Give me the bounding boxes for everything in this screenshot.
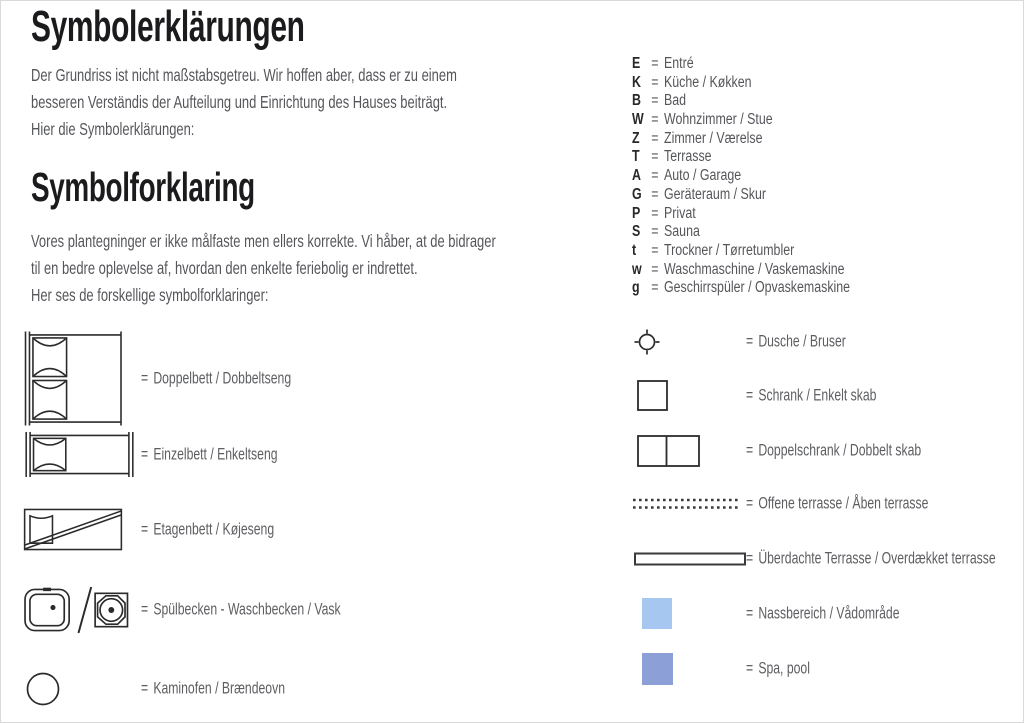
equals-sign: = [651, 167, 659, 185]
legend-label [141, 520, 274, 539]
single-bed-icon [23, 432, 136, 477]
room-code-row [632, 279, 850, 298]
double-bed-icon [23, 331, 126, 426]
room-code-letter: Z [632, 129, 640, 147]
legend-label-text: Doppelschrank / Dobbelt skab [758, 441, 922, 460]
legend-row-spa-pool [631, 653, 1024, 685]
room-code-row [632, 242, 850, 261]
room-code-row [632, 261, 850, 280]
equals-sign: = [746, 494, 754, 513]
legend-label [746, 604, 899, 623]
room-code-letter: g [632, 279, 640, 297]
legend-label [746, 660, 810, 679]
spa-pool-icon [642, 653, 673, 685]
equals-sign: = [651, 92, 659, 110]
equals-sign: = [651, 55, 659, 72]
equals-sign: = [651, 73, 659, 91]
legend-label-text: Überdachte Terrasse / Overdækket terrasse [758, 549, 996, 568]
equals-sign: = [651, 241, 659, 259]
room-code-row [632, 223, 850, 242]
legend-label [746, 495, 928, 514]
equals-sign: = [746, 659, 754, 678]
legend-row-wet-area [631, 598, 1024, 629]
double-cabinet-icon [637, 435, 700, 467]
room-code-letter: B [632, 92, 641, 110]
room-code-label: Auto / Garage [664, 167, 742, 185]
legend-label [746, 442, 921, 461]
room-code-letter: P [632, 204, 641, 222]
intro-text-german: Der Grundriss ist nicht maßstabsgetreu. Wir hoffen aber, dass er zu einem besseren Verständis der Aufteilung und Einrichtung des Hauses beiträgt. Hier die Symbolerklärungen: [31, 65, 457, 139]
equals-sign: = [651, 260, 659, 278]
legend-label [141, 369, 291, 388]
legend-label-text: Nassbereich / Vådområde [758, 604, 900, 622]
room-code-label: Terrasse [664, 148, 712, 166]
room-code-row [632, 130, 850, 149]
legend-label [746, 333, 846, 352]
equals-sign: = [141, 520, 149, 538]
wood-stove-icon [26, 672, 60, 706]
page-title-german: Symbolerklärungen [31, 2, 305, 51]
legend-label [141, 601, 341, 620]
equals-sign: = [651, 223, 659, 241]
legend-label-text: Dusche / Bruser [758, 332, 846, 351]
shower-icon [634, 329, 660, 355]
legend-label [746, 386, 876, 405]
legend-row-single-cabinet [631, 380, 1024, 411]
equals-sign: = [651, 111, 659, 129]
room-code-label: Privat [664, 204, 696, 222]
legend-row-shower [631, 329, 1024, 355]
wet-area-icon [642, 598, 672, 629]
room-code-label: Geräteraum / Skur [664, 185, 766, 203]
bunk-bed-icon [23, 508, 123, 551]
legend-label-text: Kaminofen / Brændeovn [153, 679, 285, 698]
equals-sign: = [746, 604, 754, 622]
equals-sign: = [651, 129, 659, 147]
equals-sign: = [141, 600, 149, 619]
room-code-label: Entré [664, 55, 694, 72]
equals-sign: = [651, 279, 659, 297]
room-code-row [632, 205, 850, 224]
single-cabinet-icon [637, 380, 668, 411]
room-code-label: Waschmaschine / Vaskemaskine [664, 260, 845, 278]
legend-label-text: Schrank / Enkelt skab [758, 386, 877, 404]
room-code-row [632, 55, 850, 74]
legend-row-double-cabinet [631, 435, 1024, 467]
legend-row-stove [26, 672, 466, 706]
room-code-list [632, 55, 905, 298]
legend-label [746, 550, 996, 569]
intro-text-danish: Vores plantegninger er ikke målfaste men ellers korrekte. Vi håber, at de bidrager til en bedre oplevelse af, hvordan den enkelte feriebolig er indrettet. Her ses de forskellige symbolforklaringer: [31, 231, 496, 305]
legend-label [141, 680, 285, 699]
room-code-letter: E [632, 55, 641, 72]
legend-label-text: Offene terrasse / Åben terrasse [758, 494, 929, 513]
room-code-row [632, 167, 850, 186]
legend-row-open-terrace [631, 494, 1024, 513]
legend-label-text: Etagenbett / Køjeseng [153, 520, 275, 538]
room-code-letter: t [632, 241, 637, 259]
covered-terrace-icon [634, 552, 746, 566]
legend-row-bunk-bed [23, 508, 463, 551]
room-code-letter: A [632, 167, 641, 185]
room-code-letter: T [632, 148, 640, 166]
legend-label-text: Einzelbett / Enkeltseng [153, 445, 278, 463]
legend-row-sink [23, 585, 463, 635]
legend-label-text: Spa, pool [758, 659, 810, 678]
room-code-letter: W [632, 111, 644, 129]
legend-row-covered-terrace [631, 549, 1024, 568]
equals-sign: = [746, 441, 754, 460]
equals-sign: = [651, 185, 659, 203]
room-code-label: Geschirrspüler / Opvaskemaskine [664, 279, 851, 297]
page-title-danish: Symbolforklaring [31, 164, 255, 210]
room-code-row [632, 74, 850, 93]
legend-label-text: Spülbecken - Waschbecken / Vask [153, 600, 341, 619]
sink-washbasin-icon [23, 585, 130, 635]
room-code-letter: K [632, 73, 641, 91]
room-code-row [632, 111, 850, 130]
legend-row-single-bed [23, 432, 463, 477]
equals-sign: = [141, 679, 149, 698]
room-code-label: Sauna [664, 223, 700, 241]
equals-sign: = [746, 332, 754, 351]
equals-sign: = [651, 148, 659, 166]
legend-label [141, 445, 278, 464]
room-code-letter: S [632, 223, 641, 241]
legend-label-text: Doppelbett / Dobbeltseng [153, 369, 292, 387]
room-code-label: Wohnzimmer / Stue [664, 111, 773, 129]
open-terrace-icon [632, 497, 742, 511]
equals-sign: = [651, 204, 659, 222]
equals-sign: = [746, 549, 754, 568]
room-code-row [632, 92, 850, 111]
legend-row-double-bed [23, 331, 463, 426]
equals-sign: = [141, 369, 149, 387]
equals-sign: = [746, 386, 754, 404]
room-code-label: Küche / Køkken [664, 73, 752, 91]
room-code-row [632, 148, 850, 167]
room-code-label: Bad [664, 92, 687, 110]
room-code-label: Trockner / Tørretumbler [664, 241, 795, 259]
room-code-letter: G [632, 185, 642, 203]
room-code-letter: w [632, 260, 642, 278]
equals-sign: = [141, 445, 149, 463]
room-code-label: Zimmer / Værelse [664, 129, 763, 147]
room-code-row [632, 186, 850, 205]
